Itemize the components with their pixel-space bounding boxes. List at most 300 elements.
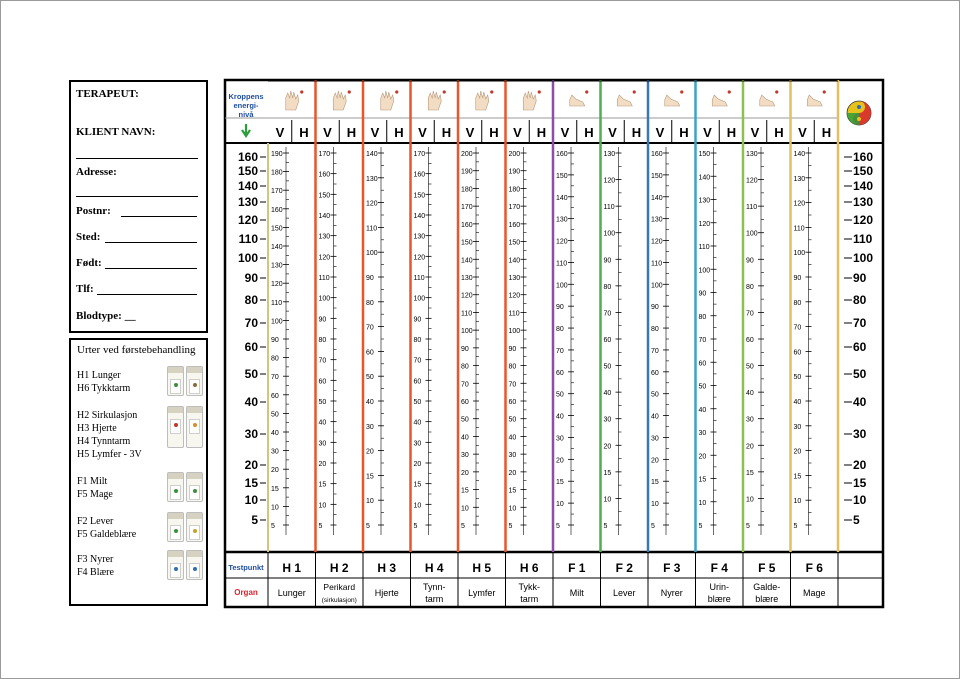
- h-label: H: [299, 125, 309, 140]
- column-scale-label: 50: [366, 374, 374, 382]
- energy-scale-label-left: 90: [244, 271, 258, 285]
- column-scale-label: 20: [556, 457, 564, 465]
- column-scale-label: 90: [271, 337, 279, 344]
- column-scale-label: 70: [366, 324, 374, 332]
- column-scale-label: 190: [271, 151, 283, 158]
- column-scale-label: 5: [271, 523, 275, 530]
- column-scale-label: 110: [556, 260, 568, 268]
- column-scale-label: 160: [271, 206, 283, 214]
- organ-label: Lever: [612, 588, 636, 598]
- column-scale-label: 90: [746, 257, 754, 265]
- testpoint-label: H 1: [282, 561, 302, 575]
- testpoint-label: H 2: [329, 561, 349, 575]
- column-scale-label: 160: [508, 221, 521, 229]
- energy-scale-label-left: 5: [251, 513, 258, 527]
- testpoint-label: H 3: [377, 561, 397, 575]
- organ-label: blære: [755, 594, 779, 604]
- column-scale-label: 80: [413, 337, 422, 344]
- column-scale-label: 60: [793, 349, 802, 357]
- column-scale-label: 20: [271, 467, 279, 475]
- column-scale-label: 70: [651, 347, 659, 355]
- testpoint-label: F 2: [615, 561, 633, 575]
- column-scale-label: 110: [366, 225, 378, 233]
- energy-scale-label-right: 160: [853, 150, 874, 164]
- testpoint-label: F 6: [805, 561, 823, 575]
- column-scale-label: 60: [651, 369, 659, 377]
- column-scale-label: 120: [698, 220, 711, 228]
- herbs-title: Urter ved førstebehandling: [77, 344, 196, 356]
- v-label: V: [418, 125, 427, 140]
- column-scale-label: 50: [746, 363, 754, 371]
- column-scale-label: 160: [318, 171, 331, 179]
- place-label: Sted:: [76, 231, 101, 243]
- testpoint-label: H 6: [519, 561, 539, 575]
- column-scale-label: 100: [793, 250, 806, 258]
- energy-scale-label-left: 40: [244, 395, 258, 409]
- energy-label-text: nivå: [238, 110, 254, 119]
- column-scale-label: 80: [556, 326, 564, 334]
- h-label: H: [726, 125, 737, 140]
- column-scale-label: 70: [461, 381, 469, 389]
- column-scale-label: 90: [318, 316, 327, 324]
- energy-scale-label-left: 110: [238, 232, 258, 246]
- organ-label: Milt: [569, 588, 584, 598]
- herb-line: H1 Lunger: [77, 370, 121, 381]
- column-scale-label: 140: [461, 257, 473, 265]
- column-scale-label: 70: [746, 310, 754, 318]
- column-scale-label: 10: [698, 499, 707, 507]
- column-scale-label: 60: [603, 337, 612, 344]
- column-scale-label: 120: [603, 177, 616, 185]
- energy-scale-label-left: 100: [237, 251, 258, 265]
- column-scale-label: 10: [793, 498, 802, 506]
- column-scale-label: 5: [413, 523, 418, 530]
- born-label: Født:: [76, 257, 102, 269]
- column-scale-label: 10: [508, 505, 517, 513]
- column-scale-label: 100: [508, 328, 521, 336]
- column-scale-label: 120: [746, 177, 758, 185]
- column-scale-label: 70: [793, 324, 802, 332]
- acupoint-marker: [395, 90, 398, 93]
- testpunkt-label: Testpunkt: [228, 563, 264, 572]
- herb-line: H5 Lymfer - 3V: [77, 449, 142, 460]
- column-scale-label: 100: [746, 230, 758, 238]
- column-scale-label: 140: [793, 151, 806, 158]
- organ-label: Lymfer: [468, 588, 496, 598]
- column-scale-label: 100: [366, 250, 378, 258]
- h-label: H: [394, 125, 404, 140]
- column-scale-label: 80: [793, 299, 802, 307]
- column-scale-label: 15: [318, 481, 327, 489]
- column-scale-label: 120: [413, 254, 426, 262]
- column-scale-label: 50: [793, 374, 802, 382]
- energy-scale-label-right: 50: [853, 367, 867, 381]
- acupoint-marker: [633, 90, 636, 93]
- column-scale-label: 160: [556, 151, 568, 158]
- blood-type-field[interactable]: __: [124, 310, 136, 322]
- column-scale-label: 130: [698, 197, 711, 205]
- column-scale-label: 50: [318, 399, 327, 406]
- blood-type-label: Blodtype: __: [76, 310, 136, 322]
- column-scale-label: 80: [461, 363, 469, 371]
- column-scale-label: 80: [698, 313, 707, 321]
- v-label: V: [798, 125, 807, 140]
- column-scale-label: 90: [556, 304, 564, 312]
- column-scale-label: 110: [746, 204, 758, 212]
- column-scale-label: 50: [556, 391, 564, 399]
- energy-scale-label-right: 10: [853, 493, 867, 507]
- column-scale-label: 10: [271, 504, 279, 512]
- column-scale-label: 100: [461, 328, 473, 336]
- v-label: V: [655, 125, 665, 140]
- column-scale-label: 120: [793, 200, 806, 208]
- column-scale-label: 150: [556, 172, 568, 180]
- column-scale-label: 80: [271, 355, 279, 363]
- column-scale-label: 170: [413, 151, 426, 158]
- column-scale-label: 70: [698, 337, 707, 344]
- column-scale-label: 20: [318, 461, 327, 468]
- column-scale-label: 110: [318, 275, 330, 282]
- acupoint-marker: [348, 90, 351, 93]
- energy-scale-label-left: 50: [244, 367, 258, 381]
- column-scale-label: 30: [508, 452, 517, 460]
- testpoint-label: H 5: [472, 561, 492, 575]
- energy-scale-label-left: 70: [244, 316, 258, 330]
- energy-scale-label-left: 150: [237, 164, 258, 178]
- column-scale-label: 10: [556, 501, 564, 509]
- herb-line: F2 Lever: [77, 516, 114, 527]
- acupoint-marker: [680, 90, 683, 93]
- column-scale-label: 30: [603, 416, 612, 424]
- column-scale-label: 100: [603, 230, 616, 238]
- column-scale-label: 60: [271, 392, 279, 400]
- column-scale-label: 60: [461, 399, 469, 406]
- column-scale-label: 5: [698, 523, 703, 530]
- column-scale-label: 50: [271, 411, 279, 419]
- energy-scale-label-left: 160: [237, 150, 258, 164]
- column-scale-label: 130: [746, 151, 758, 158]
- column-scale-label: 5: [318, 523, 323, 530]
- v-label: V: [750, 125, 760, 140]
- h-label: H: [631, 125, 642, 140]
- address-label: Adresse:: [76, 166, 117, 178]
- column-scale-label: 140: [318, 213, 331, 220]
- column-scale-label: 70: [413, 357, 422, 365]
- column-scale-label: 130: [556, 216, 568, 224]
- column-scale-label: 60: [746, 337, 754, 344]
- column-scale-label: 120: [318, 254, 331, 262]
- column-scale-label: 120: [366, 200, 378, 208]
- column-scale-label: 90: [651, 304, 659, 312]
- column-scale-label: 90: [413, 316, 422, 324]
- column-scale-label: 15: [271, 485, 279, 493]
- column-scale-label: 80: [366, 299, 374, 307]
- herb-line: F5 Galdeblære: [77, 529, 137, 540]
- organ-label: Hjerte: [374, 588, 399, 598]
- column-scale-label: 20: [793, 448, 802, 456]
- column-scale-label: 20: [603, 443, 612, 451]
- column-scale-label: 120: [271, 281, 283, 289]
- column-scale-label: 180: [461, 186, 473, 194]
- organ-label: Perikard: [323, 582, 356, 592]
- column-scale-label: 110: [508, 310, 520, 318]
- column-scale-label: 150: [461, 239, 473, 247]
- v-label: V: [275, 125, 285, 140]
- v-label: V: [513, 125, 522, 140]
- energy-scale-label-left: 15: [244, 476, 258, 490]
- column-scale-label: 80: [508, 363, 517, 371]
- column-scale-label: 90: [366, 275, 374, 282]
- column-scale-label: 110: [461, 310, 473, 318]
- column-scale-label: 20: [508, 469, 517, 477]
- column-scale-label: 15: [793, 473, 802, 481]
- column-scale-label: 15: [413, 481, 422, 489]
- column-scale-label: 130: [461, 275, 473, 282]
- energy-label-text: Kroppens: [228, 92, 264, 101]
- column-scale-label: 10: [318, 502, 327, 510]
- yin-yang-dot: [857, 105, 861, 109]
- organ-label: Tynn-: [422, 582, 446, 592]
- v-label: V: [465, 125, 475, 140]
- column-scale-label: 30: [651, 435, 659, 443]
- column-scale-label: 120: [461, 292, 473, 300]
- column-scale-label: 60: [366, 349, 374, 357]
- column-scale-label: 50: [651, 391, 659, 399]
- column-scale-label: 140: [508, 257, 521, 265]
- h-label: H: [679, 125, 689, 140]
- column-scale-label: 30: [271, 448, 279, 456]
- column-scale-label: 30: [366, 423, 374, 431]
- column-scale-label: 50: [603, 363, 612, 371]
- column-scale-label: 100: [318, 295, 331, 303]
- column-scale-label: 40: [746, 390, 754, 398]
- column-scale-label: 140: [556, 194, 568, 202]
- column-scale-label: 10: [651, 501, 659, 509]
- column-scale-label: 10: [366, 498, 374, 506]
- herb-line: F5 Mage: [77, 489, 113, 500]
- h-label: H: [489, 125, 499, 140]
- column-scale-label: 150: [271, 225, 283, 233]
- v-label: V: [560, 125, 570, 140]
- column-scale-label: 100: [651, 282, 663, 290]
- column-scale-label: 170: [508, 204, 521, 212]
- column-scale-label: 100: [413, 295, 426, 303]
- column-scale-label: 5: [366, 523, 370, 530]
- column-scale-label: 20: [366, 448, 374, 456]
- herb-line: F3 Nyrer: [77, 554, 114, 565]
- column-scale-label: 190: [508, 168, 521, 176]
- energy-scale-label-left: 20: [244, 458, 258, 472]
- column-scale-label: 20: [651, 457, 659, 465]
- column-scale-label: 10: [746, 496, 754, 504]
- column-scale-label: 5: [556, 523, 560, 530]
- column-scale-label: 60: [508, 399, 517, 406]
- column-scale-label: 20: [698, 453, 707, 461]
- column-scale-label: 110: [413, 275, 425, 282]
- column-scale-label: 190: [461, 168, 473, 176]
- column-scale-label: 20: [746, 443, 754, 451]
- h-label: H: [774, 125, 784, 140]
- column-scale-label: 130: [793, 175, 806, 183]
- acupoint-marker: [823, 90, 826, 93]
- column-scale-label: 90: [603, 257, 612, 265]
- column-scale-label: 15: [461, 487, 469, 495]
- column-scale-label: 40: [413, 419, 422, 427]
- energy-scale-label-right: 70: [853, 316, 867, 330]
- column-scale-label: 140: [651, 194, 663, 202]
- column-scale-label: 110: [271, 299, 283, 307]
- testpoint-label: F 5: [758, 561, 776, 575]
- yin-yang-dot: [857, 117, 861, 121]
- h-label: H: [821, 125, 832, 140]
- energy-scale-label-right: 15: [853, 476, 867, 490]
- organ-label: Urin-: [709, 582, 729, 592]
- column-scale-label: 40: [271, 430, 279, 437]
- organ-label: Galde-: [753, 582, 781, 592]
- energy-scale-label-left: 30: [244, 427, 258, 441]
- column-scale-label: 30: [318, 440, 327, 448]
- column-scale-label: 70: [508, 381, 517, 389]
- column-scale-label: 15: [366, 473, 374, 481]
- column-scale-label: 150: [508, 239, 521, 247]
- acupoint-marker: [443, 90, 446, 93]
- acupoint-marker: [538, 90, 541, 93]
- column-scale-label: 5: [508, 523, 513, 530]
- h-label: H: [536, 125, 547, 140]
- v-label: V: [370, 125, 380, 140]
- energy-scale-label-right: 150: [853, 164, 874, 178]
- acupoint-marker: [300, 90, 303, 93]
- organ-label: Lunger: [277, 588, 306, 598]
- column-scale-label: 30: [698, 430, 707, 437]
- acupoint-marker: [775, 90, 778, 93]
- column-scale-label: 170: [318, 151, 331, 158]
- column-scale-label: 120: [508, 292, 521, 300]
- column-scale-label: 30: [461, 452, 469, 460]
- column-scale-label: 130: [366, 175, 378, 183]
- column-scale-label: 40: [793, 399, 802, 406]
- column-scale-label: 10: [461, 505, 469, 513]
- v-label: V: [323, 125, 332, 140]
- organ-label: (sirkulasjon): [321, 597, 357, 604]
- column-scale-label: 130: [413, 233, 426, 241]
- column-scale-label: 80: [651, 326, 659, 334]
- energy-scale-label-right: 120: [853, 213, 874, 227]
- column-scale-label: 5: [651, 523, 655, 530]
- column-scale-label: 5: [603, 523, 608, 530]
- column-scale-label: 50: [508, 416, 517, 424]
- column-scale-label: 80: [603, 283, 612, 291]
- column-scale-label: 120: [651, 238, 663, 246]
- column-scale-label: 70: [271, 374, 279, 382]
- column-scale-label: 90: [698, 290, 707, 298]
- column-scale-label: 60: [556, 369, 564, 377]
- column-scale-label: 130: [318, 233, 331, 241]
- energy-scale-label-left: 130: [237, 195, 258, 209]
- column-scale-label: 170: [271, 188, 283, 196]
- column-scale-label: 110: [603, 204, 615, 212]
- column-scale-label: 40: [366, 399, 374, 406]
- energy-scale-label-left: 10: [244, 493, 258, 507]
- testpoint-label: F 3: [663, 561, 681, 575]
- column-scale-label: 10: [603, 496, 612, 504]
- column-scale-label: 60: [698, 360, 707, 368]
- column-scale-label: 5: [461, 523, 465, 530]
- column-scale-label: 130: [508, 275, 521, 282]
- column-scale-label: 70: [556, 347, 564, 355]
- column-scale-label: 15: [746, 469, 754, 477]
- column-scale-label: 160: [413, 171, 426, 179]
- column-scale-label: 90: [461, 345, 469, 353]
- energy-scale-label-right: 40: [853, 395, 867, 409]
- energy-scale-label-right: 80: [853, 293, 867, 307]
- column-scale-label: 40: [318, 419, 327, 427]
- testpoint-label: F 1: [568, 561, 586, 575]
- herb-line: H2 Sirkulasjon: [77, 410, 138, 421]
- testpoint-label: F 4: [710, 561, 728, 575]
- column-scale-label: 30: [793, 423, 802, 431]
- column-scale-label: 15: [508, 487, 517, 495]
- column-scale-label: 15: [556, 479, 564, 487]
- column-scale-label: 20: [413, 461, 422, 468]
- column-scale-label: 40: [508, 434, 517, 442]
- column-scale-label: 50: [698, 383, 707, 391]
- column-scale-label: 200: [461, 151, 473, 158]
- column-scale-label: 15: [603, 469, 612, 477]
- herb-line: F4 Blære: [77, 567, 114, 578]
- column-scale-label: 100: [556, 282, 568, 290]
- energy-scale-label-right: 110: [853, 232, 873, 246]
- herb-line: F1 Milt: [77, 476, 108, 487]
- herb-line: H6 Tykktarm: [77, 383, 131, 394]
- column-scale-label: 80: [318, 337, 327, 344]
- column-scale-label: 200: [508, 151, 521, 158]
- column-scale-label: 170: [461, 204, 473, 212]
- column-scale-label: 180: [508, 186, 521, 194]
- column-scale-label: 110: [698, 244, 710, 251]
- postcode-label: Postnr:: [76, 205, 111, 217]
- organ-label: Mage: [802, 588, 826, 598]
- column-scale-label: 130: [271, 262, 283, 270]
- energy-scale-label-right: 130: [853, 195, 874, 209]
- column-scale-label: 150: [651, 172, 663, 180]
- column-scale-label: 140: [698, 174, 711, 182]
- client-name-label: KLIENT NAVN:: [76, 126, 156, 138]
- column-scale-label: 90: [508, 345, 517, 353]
- column-scale-label: 130: [603, 151, 616, 158]
- column-scale-label: 5: [746, 523, 750, 530]
- column-scale-label: 150: [698, 151, 711, 158]
- column-scale-label: 160: [651, 151, 663, 158]
- column-scale-label: 40: [651, 413, 659, 421]
- column-scale-label: 100: [271, 318, 283, 326]
- column-scale-label: 90: [793, 275, 802, 282]
- column-scale-label: 15: [651, 479, 659, 487]
- energy-scale-label-right: 30: [853, 427, 867, 441]
- column-scale-label: 30: [746, 416, 754, 424]
- column-scale-label: 60: [318, 378, 327, 386]
- energy-scale-label-left: 140: [237, 179, 258, 193]
- column-scale-label: 50: [413, 399, 422, 406]
- column-scale-label: 70: [318, 357, 327, 365]
- phone-label: Tlf:: [76, 283, 94, 295]
- column-scale-label: 80: [746, 283, 754, 291]
- column-scale-label: 15: [698, 476, 707, 484]
- column-scale-label: 110: [793, 225, 805, 233]
- column-scale-label: 30: [413, 440, 422, 448]
- column-scale-label: 30: [556, 435, 564, 443]
- energy-scale-label-left: 80: [244, 293, 258, 307]
